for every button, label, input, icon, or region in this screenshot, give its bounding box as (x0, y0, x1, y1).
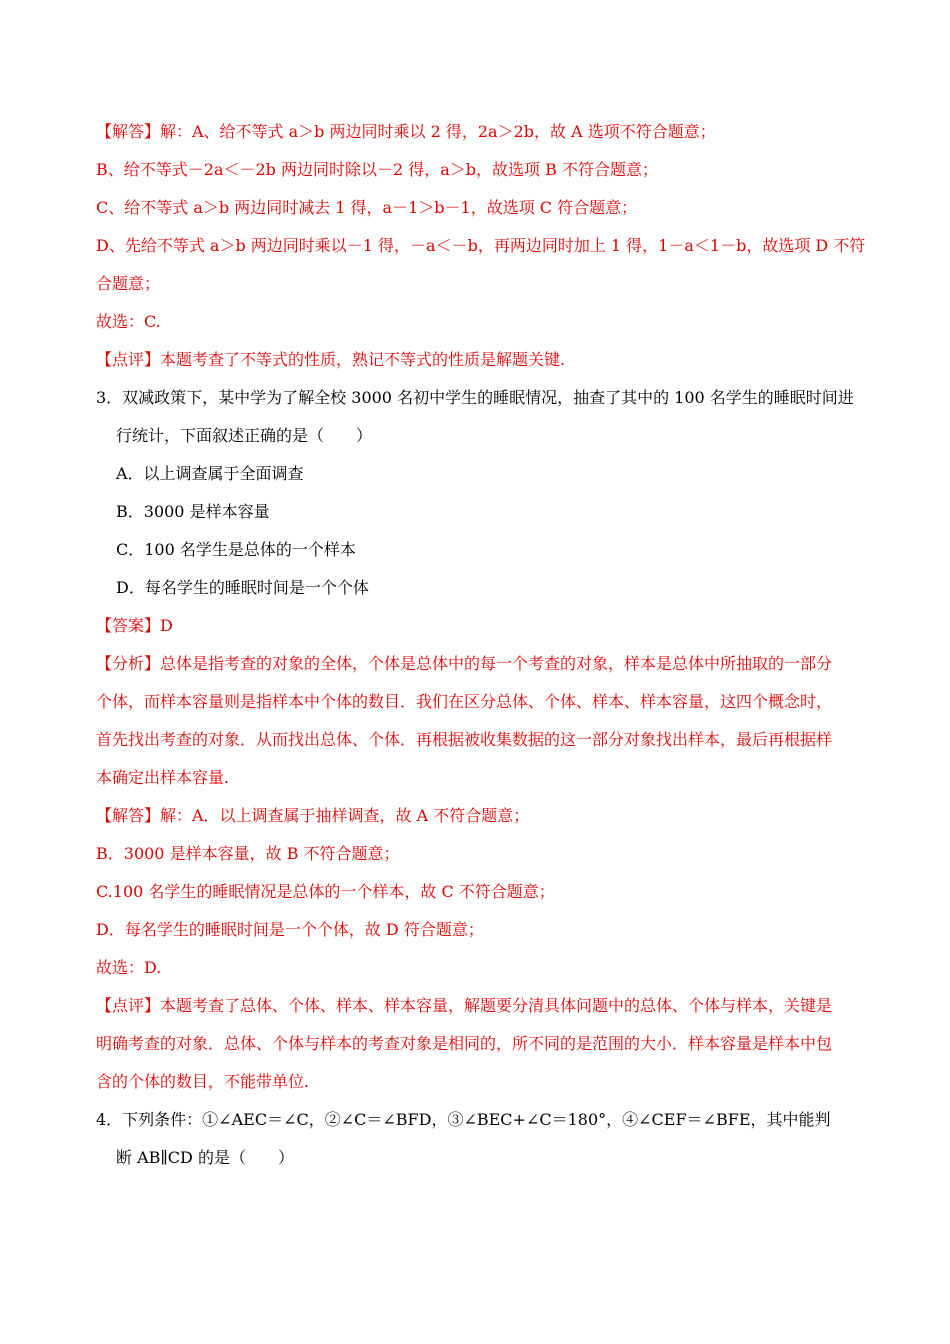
q4-stem-line-1: 4．下列条件：①∠AEC＝∠C，②∠C＝∠BFD，③∠BEC+∠C＝180°，④∠CEF＝∠BFE，其中能判 (96, 1110, 831, 1129)
q3-solution-line-1: 【解答】解：A．以上调查属于抽样调查，故 A 不符合题意； (96, 806, 530, 825)
q3-comment-line-1: 【点评】本题考查了总体、个体、样本、样本容量，解题要分清具体问题中的总体、个体与样本，关键是 (96, 996, 833, 1015)
prev-solution-line-b: B、给不等式－2a＜－2b 两边同时除以－2 得，a＞b，故选项 B 不符合题意； (96, 160, 658, 179)
q3-stem-line-1: 3．双减政策下，某中学为了解全校 3000 名初中学生的睡眠情况，抽查了其中的 100 名学生的睡眠时间进 (96, 388, 854, 407)
prev-solution-line-c: C、给不等式 a＞b 两边同时减去 1 得，a－1＞b－1，故选项 C 符合题意； (96, 198, 638, 217)
prev-solution-comment: 【点评】本题考查了不等式的性质，熟记不等式的性质是解题关键. (96, 350, 566, 369)
q3-analysis-line-2: 个体，而样本容量则是指样本中个体的数目．我们在区分总体、个体、样本、样本容量，这四个概念时， (96, 692, 833, 711)
q4-stem-line-2: 断 AB∥CD 的是（ ） (116, 1148, 294, 1167)
q3-option-d: D．每名学生的睡眠时间是一个个体 (116, 578, 369, 597)
q3-analysis-line-1: 【分析】总体是指考查的对象的全体，个体是总体中的每一个考查的对象，样本是总体中所抽取的一部分 (96, 654, 833, 673)
prev-solution-line-a: 【解答】解：A、给不等式 a＞b 两边同时乘以 2 得，2a＞2b，故 A 选项不符合题意； (96, 122, 716, 141)
q3-comment-line-3: 含的个体的数目，不能带单位. (96, 1072, 310, 1091)
prev-solution-choice: 故选：C. (96, 312, 161, 331)
prev-solution-line-d2: 合题意； (96, 274, 161, 293)
prev-solution-line-d1: D、先给不等式 a＞b 两边同时乘以－1 得，－a＜－b，再两边同时加上 1 得，1－a＜1－b，故选项 D 不符 (96, 236, 866, 255)
q3-solution-line-3: C.100 名学生的睡眠情况是总体的一个样本，故 C 不符合题意； (96, 882, 555, 901)
q3-comment-line-2: 明确考查的对象．总体、个体与样本的考查对象是相同的，所不同的是范围的大小．样本容量是样本中包 (96, 1034, 833, 1053)
q3-option-a: A．以上调查属于全面调查 (116, 464, 304, 483)
q3-solution-line-4: D．每名学生的睡眠时间是一个个体，故 D 符合题意； (96, 920, 484, 939)
q3-option-b: B．3000 是样本容量 (116, 502, 270, 521)
q3-solution-choice: 故选：D. (96, 958, 162, 977)
q3-answer: 【答案】D (96, 616, 173, 635)
q3-analysis-line-4: 本确定出样本容量. (96, 768, 230, 787)
q3-option-c: C．100 名学生是总体的一个样本 (116, 540, 356, 559)
q3-analysis-line-3: 首先找出考查的对象．从而找出总体、个体．再根据被收集数据的这一部分对象找出样本，最后再根据样 (96, 730, 833, 749)
q3-solution-line-2: B．3000 是样本容量，故 B 不符合题意； (96, 844, 400, 863)
q3-stem-line-2: 行统计，下面叙述正确的是（ ） (116, 426, 373, 445)
